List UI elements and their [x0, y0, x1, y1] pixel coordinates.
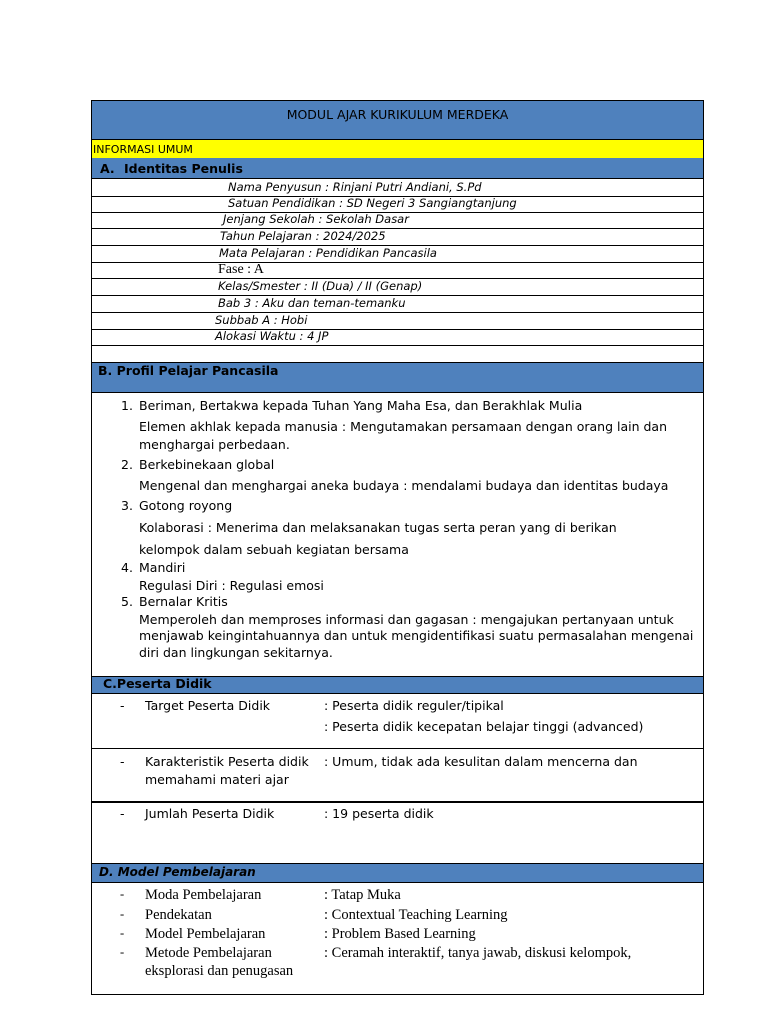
profil-desc-5a: Memperoleh dan memproses informasi dan gagasan : mengajukan pertanyaan untuk [139, 612, 674, 627]
divider [92, 262, 703, 263]
title-band [92, 101, 703, 139]
bullet-dash: - [120, 754, 125, 769]
profil-item-3: Gotong royong [139, 498, 233, 513]
divider [92, 882, 703, 883]
bullet-dash: - [120, 907, 125, 921]
bullet-dash: - [120, 806, 125, 821]
profil-number-2: 2. [121, 457, 133, 472]
divider [92, 312, 703, 313]
section-b-title: B. Profil Pelajar Pancasila [98, 363, 279, 378]
profil-item-5: Bernalar Kritis [139, 594, 228, 609]
target-peserta-value-1: : Peserta didik reguler/tipikal [324, 698, 504, 713]
informasi-umum-band [92, 140, 703, 158]
identitas-jenjang: Jenjang Sekolah : Sekolah Dasar [223, 212, 409, 226]
informasi-umum-label: INFORMASI UMUM [93, 143, 193, 156]
profil-desc-4: Regulasi Diri : Regulasi emosi [139, 578, 324, 593]
identitas-tahun: Tahun Pelajaran : 2024/2025 [220, 229, 386, 243]
identitas-fase: Fase : A [218, 262, 264, 277]
model-value: : Problem Based Learning [324, 926, 476, 942]
karakteristik-value: : Umum, tidak ada kesulitan dalam mencerna dan [324, 754, 638, 769]
profil-number-4: 4. [121, 560, 133, 575]
section-c-title: C.Peserta Didik [103, 676, 212, 691]
profil-desc-5c: diri dan lingkungan sekitarnya. [139, 645, 333, 660]
identitas-kelas: Kelas/Smester : II (Dua) / II (Genap) [218, 279, 423, 293]
target-peserta-label: Target Peserta Didik [145, 698, 271, 713]
bullet-dash: - [120, 945, 125, 959]
section-c-band [92, 677, 703, 693]
profil-desc-5b: menjawab keingintahuannya dan untuk mengidentifikasi suatu permasalahan mengenai [139, 628, 694, 643]
bullet-dash: - [120, 887, 125, 901]
section-a-letter: A. [100, 161, 115, 176]
target-peserta-value-2: : Peserta didik kecepatan belajar tinggi (advanced) [324, 719, 644, 734]
divider [92, 329, 703, 330]
jumlah-peserta-label: Jumlah Peserta Didik [145, 806, 275, 821]
metode-label-1: Metode Pembelajaran [145, 945, 272, 961]
identitas-nama: Nama Penyusun : Rinjani Putri Andiani, S.Pd [228, 180, 482, 194]
jumlah-peserta-value: : 19 peserta didik [324, 806, 434, 821]
identitas-bab: Bab 3 : Aku dan teman-temanku [218, 296, 406, 310]
divider [92, 228, 703, 229]
profil-desc-2: Mengenal dan menghargai aneka budaya : mendalami budaya dan identitas budaya [139, 478, 669, 493]
identitas-mapel: Mata Pelajaran : Pendidikan Pancasila [219, 246, 437, 260]
section-b-band [92, 363, 703, 392]
metode-value: : Ceramah interaktif, tanya jawab, diskusi kelompok, [324, 945, 632, 961]
section-a-band [92, 158, 703, 178]
pendekatan-label: Pendekatan [145, 907, 212, 923]
section-d-band [92, 864, 703, 882]
identitas-subbab: Subbab A : Hobi [215, 313, 308, 327]
profil-desc-1b: menghargai perbedaan. [139, 437, 290, 452]
profil-desc-3a: Kolaborasi : Menerima dan melaksanakan tugas serta peran yang di berikan [139, 520, 617, 535]
section-d-title: D. Model Pembelajaran [99, 865, 256, 879]
profil-desc-1a: Elemen akhlak kepada manusia : Mengutamakan persamaan dengan orang lain dan [139, 419, 668, 434]
profil-desc-3b: kelompok dalam sebuah kegiatan bersama [139, 542, 409, 557]
moda-value: : Tatap Muka [324, 887, 401, 903]
document-title: MODUL AJAR KURIKULUM MERDEKA [286, 107, 509, 122]
karakteristik-label-2: memahami materi ajar [145, 772, 289, 787]
karakteristik-label-1: Karakteristik Peserta didik [145, 754, 309, 769]
divider [92, 801, 703, 803]
profil-item-2: Berkebinekaan global [139, 457, 275, 472]
divider [92, 748, 703, 749]
profil-item-1: Beriman, Bertakwa kepada Tuhan Yang Maha Esa, dan Berakhlak Mulia [139, 398, 583, 413]
divider [92, 178, 703, 179]
metode-label-2: eksplorasi dan penugasan [145, 963, 294, 979]
section-a-title: Identitas Penulis [124, 161, 243, 176]
profil-number-3: 3. [121, 498, 133, 513]
bullet-dash: - [120, 698, 125, 713]
moda-label: Moda Pembelajaran [145, 887, 262, 903]
divider [92, 345, 703, 346]
modul-ajar-table [91, 100, 704, 995]
profil-number-5: 5. [121, 594, 133, 609]
identitas-satuan: Satuan Pendidikan : SD Negeri 3 Sangiangtanjung [228, 196, 517, 210]
divider [92, 693, 703, 694]
bullet-dash: - [120, 926, 125, 940]
profil-item-4: Mandiri [139, 560, 186, 575]
model-label: Model Pembelajaran [145, 926, 266, 942]
profil-number-1: 1. [121, 398, 133, 413]
identitas-alokasi: Alokasi Waktu : 4 JP [215, 329, 329, 343]
divider [92, 392, 703, 393]
pendekatan-value: : Contextual Teaching Learning [324, 907, 508, 923]
